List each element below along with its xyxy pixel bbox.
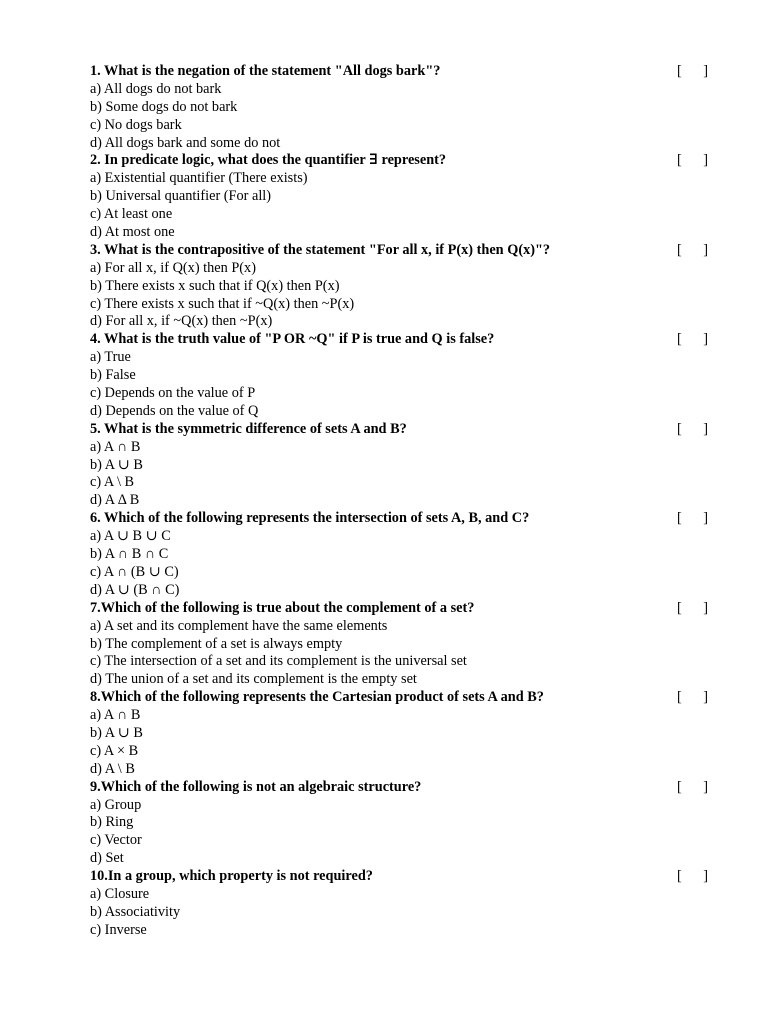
answer-option: a) True <box>90 349 131 366</box>
question-heading <box>90 510 730 528</box>
question-text: 4. What is the truth value of "P OR ~Q" if P is true and Q is false? <box>90 331 495 348</box>
answer-bracket: [ ] <box>677 420 708 437</box>
question-block <box>90 242 730 331</box>
answer-option: c) A × B <box>90 742 139 759</box>
answer-option: b) Some dogs do not bark <box>90 98 238 115</box>
answer-option: c) At least one <box>90 206 173 223</box>
question-text: 10.In a group, which property is not required? <box>90 868 373 885</box>
question-heading <box>90 63 730 81</box>
answer-option: a) Closure <box>90 885 150 902</box>
answer-option: d) A ∪ (B ∩ C) <box>90 581 180 598</box>
question-text: 9.Which of the following is not an algebraic structure? <box>90 778 422 795</box>
answer-option: c) Inverse <box>90 921 147 938</box>
answer-option: b) There exists x such that if Q(x) then P(x) <box>90 277 340 294</box>
answer-option: b) Universal quantifier (For all) <box>90 188 272 205</box>
question-block <box>90 868 730 940</box>
question-heading <box>90 689 730 707</box>
question-block <box>90 63 730 152</box>
question-block <box>90 510 730 599</box>
answer-option: d) The union of a set and its complement is the empty set <box>90 671 417 688</box>
question-text: 2. In predicate logic, what does the quantifier ∃ represent? <box>90 152 447 169</box>
answer-option: b) Associativity <box>90 903 181 920</box>
answer-option: a) A ∩ B <box>90 707 141 724</box>
answer-option: c) The intersection of a set and its complement is the universal set <box>90 653 467 670</box>
answer-option: b) Ring <box>90 814 134 831</box>
answer-option: c) A ∩ (B ∪ C) <box>90 563 179 580</box>
answer-bracket: [ ] <box>677 599 708 616</box>
question-block <box>90 779 730 868</box>
answer-option: b) A ∪ B <box>90 456 143 473</box>
answer-option: a) A ∩ B <box>90 438 141 455</box>
answer-option: d) A \ B <box>90 760 135 777</box>
answer-option: c) No dogs bark <box>90 116 182 133</box>
question-block <box>90 421 730 510</box>
answer-option: a) A set and its complement have the same elements <box>90 617 388 634</box>
question-block <box>90 689 730 778</box>
question-heading <box>90 152 730 170</box>
answer-option: b) False <box>90 367 136 384</box>
question-block <box>90 152 730 241</box>
question-text: 7.Which of the following is true about the complement of a set? <box>90 599 475 616</box>
answer-option: a) A ∪ B ∪ C <box>90 528 171 545</box>
answer-option: a) All dogs do not bark <box>90 80 222 97</box>
answer-bracket: [ ] <box>677 778 708 795</box>
question-block <box>90 600 730 689</box>
answer-option: c) Depends on the value of P <box>90 385 256 402</box>
answer-bracket: [ ] <box>677 510 708 527</box>
question-text: 1. What is the negation of the statement "All dogs bark"? <box>90 63 441 79</box>
answer-option: d) Depends on the value of Q <box>90 402 259 419</box>
answer-option: b) A ∪ B <box>90 724 143 741</box>
answer-bracket: [ ] <box>677 868 708 885</box>
question-text: 6. Which of the following represents the intersection of sets A, B, and C? <box>90 510 530 527</box>
answer-option: d) At most one <box>90 224 175 241</box>
question-text: 8.Which of the following represents the Cartesian product of sets A and B? <box>90 689 544 706</box>
answer-option: a) Existential quantifier (There exists) <box>90 170 308 187</box>
answer-option: a) Group <box>90 796 142 813</box>
answer-option: d) For all x, if ~Q(x) then ~P(x) <box>90 313 273 330</box>
answer-bracket: [ ] <box>677 63 708 79</box>
question-heading <box>90 600 730 618</box>
question-heading <box>90 331 730 349</box>
answer-option: c) A \ B <box>90 474 135 491</box>
answer-option: c) There exists x such that if ~Q(x) then ~P(x) <box>90 295 355 312</box>
question-block <box>90 331 730 420</box>
answer-bracket: [ ] <box>677 241 708 258</box>
answer-option: d) A Δ B <box>90 492 140 509</box>
question-heading <box>90 242 730 260</box>
question-heading <box>90 779 730 797</box>
answer-bracket: [ ] <box>677 689 708 706</box>
question-text: 5. What is the symmetric difference of sets A and B? <box>90 420 407 437</box>
answer-option: c) Vector <box>90 832 142 849</box>
answer-option: a) For all x, if Q(x) then P(x) <box>90 259 256 276</box>
question-heading <box>90 868 730 886</box>
answer-option: d) Set <box>90 850 124 867</box>
question-text: 3. What is the contrapositive of the statement "For all x, if P(x) then Q(x)"? <box>90 241 551 258</box>
answer-bracket: [ ] <box>677 331 708 348</box>
question-heading <box>90 421 730 439</box>
question-list <box>90 63 730 940</box>
answer-option: b) The complement of a set is always empty <box>90 635 343 652</box>
answer-bracket: [ ] <box>677 152 708 169</box>
answer-option: b) A ∩ B ∩ C <box>90 546 169 563</box>
answer-option: d) All dogs bark and some do not <box>90 134 281 151</box>
